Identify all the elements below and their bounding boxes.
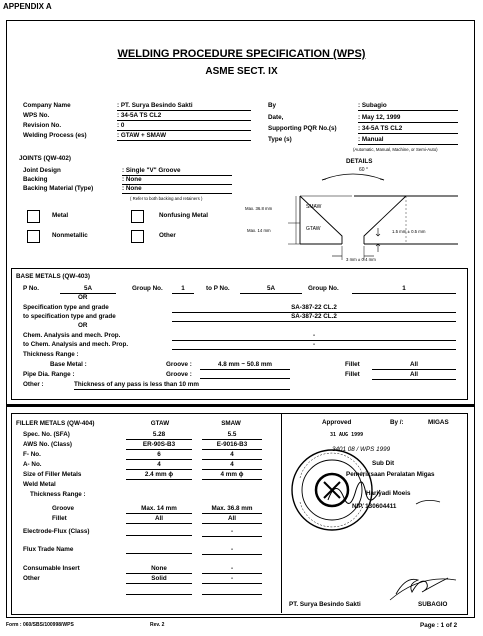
to-pno-label: to P No. [206,285,230,292]
document-title: WELDING PROCEDURE SPECIFICATION (WPS) [117,48,366,60]
stamp-nip: NIP. 130604411 [352,503,397,510]
pipe-dia-label: Pipe Dia. Range : [23,371,75,378]
document-subtitle: ASME SECT. IX [205,66,278,77]
electrode-flux-label: Electrode-Flux (Class) [23,528,90,535]
filler-groove-smaw: Max. 36.8 mm [202,505,262,514]
filler-fillet-smaw: All [202,515,262,524]
smaw-column-header: SMAW [221,420,241,427]
flux-gtaw-value [126,553,192,554]
pipe-groove-value [200,378,290,379]
filler-smaw-value: 4 [202,461,262,470]
other-checkbox[interactable] [131,230,144,243]
groove-label: Groove : [166,361,192,368]
metal-option-label: Metal [52,212,69,219]
weld-metal-label: Weld Metal [23,481,56,488]
filler-gtaw-value: 6 [126,451,192,460]
other-smaw-value: - [202,575,262,584]
by-value: : Subagio [358,102,458,111]
filler-groove-label: Groove [52,505,75,512]
process-value: : GTAW + SMAW [117,132,251,141]
backing-material-label: Backing Material (Type) [23,185,94,192]
electrode-gtaw-value [126,535,192,536]
date-label: Date, [268,114,284,121]
chem-label: Chem. Analysis and mech. Prop. [23,332,121,339]
filler-smaw-value: E-9016-B3 [202,441,262,450]
to-spec-value: SA-387-22 CL.2 [172,313,456,322]
gtaw-column-header: GTAW [150,420,170,427]
filler-groove-gtaw: Max. 14 mm [126,505,192,514]
other-label: Other : [23,381,44,388]
page-number: Page : 1 of 2 [420,622,458,629]
filler-smaw-value: 4 [202,451,262,460]
filler-title: FILLER METALS (QW-404) [16,420,95,427]
filler-row-label: A- No. [23,461,42,468]
groove-angle-label: 60 ° [359,167,368,173]
to-pno-value: 5A [240,285,302,294]
metal-checkbox[interactable] [27,210,40,223]
stamp-unit: Sub Dit [372,460,395,467]
company-signature-label: PT. Surya Besindo Sakti [289,601,361,608]
thickness-range-label: Thickness Range : [23,351,79,358]
filler-other-label: Other [23,575,40,582]
groove-value: 4.8 mm ~ 50.8 mm [200,361,290,370]
stamp-department: Pemeriksaan Peralatan Migas [346,471,435,478]
max-smaw-label: Max. 36.8 mm [245,206,273,211]
pqr-label: Supporting PQR No.(s) [268,125,337,132]
insert-smaw-value: - [202,565,262,574]
spec-label: Specification type and grade [23,304,109,311]
nonmetallic-checkbox[interactable] [27,230,40,243]
smaw-zone-label: SMAW [306,204,322,210]
filler-row-label: F- No. [23,451,41,458]
stamp-official-name: Hariyadi Moeis [366,490,411,497]
pqr-value: : 34-5A TS CL2 [358,125,458,134]
approved-label: Approved [322,419,352,426]
by-label: By [268,102,277,109]
spec-value: SA-387-22 CL.2 [172,304,456,313]
or-label-1: OR [78,294,88,301]
group-label: Group No. [132,285,163,292]
approver-signature-icon [320,470,450,520]
wps-label: WPS No. [23,112,50,119]
filler-row-label: AWS No. (Class) [23,441,72,448]
base-metal-label: Base Metal : [50,361,87,368]
revision-label: Revision No. [23,122,62,129]
type-label: Type (s) [268,136,292,143]
form-revision: Rev. 2 [150,622,165,628]
filler-thickness-label: Thickness Range : [30,491,86,498]
fillet-value: All [372,361,456,370]
backing-note: ( Refer to both backing and retainers ) [130,196,203,201]
company-value: : PT. Surya Besindo Sakti [117,102,251,111]
nonfusing-metal-checkbox[interactable] [131,210,144,223]
process-label: Welding Process (es) [23,132,87,139]
company-label: Company Name [23,102,71,109]
approving-agency: MIGAS [428,419,449,426]
joint-design-value: : Single "V" Groove [122,167,232,176]
signer-name: SUBAGIO [418,601,448,608]
backing-material-value: : None [122,185,232,194]
filler-fillet-label: Fillet [52,515,67,522]
type-value: : Manual [358,136,458,145]
gtaw-zone-label: GTAW [306,226,321,232]
revision-value: : 0 [117,122,251,131]
other-value: Thickness of any pass is less than 10 mm [74,381,290,390]
pno-label: P No. [23,285,39,292]
to-spec-label: to specification type and grade [23,313,116,320]
joints-title: JOINTS (QW-402) [19,155,72,162]
backing-label: Backing [23,176,48,183]
or-label-2: OR [78,322,88,329]
nonmetallic-option-label: Nonmetallic [52,232,88,239]
pipe-fillet-label: Fillet [345,371,360,378]
filler-gtaw-value: 5.28 [126,431,192,440]
flux-trade-label: Flux Trade Name [23,546,74,553]
section-divider [6,404,474,407]
subagio-signature-icon [388,568,458,602]
to-chem-label: to Chem. Analysis and mech. Prop. [23,341,129,348]
flux-smaw-value: - [202,546,262,555]
wps-value: : 34-5A TS CL2 [117,112,251,121]
other-option-label: Other [159,232,176,239]
max-gtaw-label: Max. 14 mm [247,228,271,233]
other-gtaw-value: Solid [126,575,192,584]
base-metals-title: BASE METALS (QW-403) [16,273,90,280]
filler-gtaw-value: ER-90S-B3 [126,441,192,450]
details-label: DETAILS [346,158,373,165]
pipe-fillet-value: All [372,371,456,380]
fillet-label: Fillet [345,361,360,368]
root-gap-label: 3 mm ± 0.4 mm [346,257,376,262]
filler-gtaw-value: 4 [126,461,192,470]
filler-smaw-value: 4 mm ϕ [202,471,262,480]
nonfusing-option-label: Nonfusing Metal [159,212,208,219]
blank-line-smaw [202,594,262,595]
stamp-date: 31 AUG 1999 [330,432,364,438]
filler-gtaw-value: 2.4 mm ϕ [126,471,192,480]
group-value: 1 [172,285,194,294]
joint-design-label: Joint Design [23,167,61,174]
pno-value: 5A [60,285,116,294]
filler-smaw-value: 5.5 [202,431,262,440]
root-face-label: 1.5 mm ± 0.5 mm [392,229,426,234]
joint-detail-diagram [230,168,460,268]
form-number: Form : 060/SBS/100998/WPS [6,622,74,628]
electrode-smaw-value: - [202,528,262,537]
group2-label: Group No. [308,285,339,292]
type-note: (Automatic, Manual, Machine, or Semi-Auto) [353,147,438,152]
backing-value: : None [122,176,232,185]
filler-row-label: Spec. No. (SFA) [23,431,70,438]
insert-gtaw-value: None [126,565,192,574]
consumable-insert-label: Consumable Insert [23,565,80,572]
filler-row-label: Size of Filler Metals [23,471,82,478]
appendix-label: APPENDIX A [3,2,52,11]
pipe-groove-label: Groove : [166,371,192,378]
filler-fillet-gtaw: All [126,515,192,524]
stamp-reference-number: 3401 08 / WPS 1999 [332,446,391,453]
date-value: : May 12, 1999 [358,114,458,123]
group2-value: 1 [352,285,456,294]
approved-by-mark: By /: [390,419,404,426]
blank-line-gtaw [126,594,192,595]
to-chem-value: - [172,341,456,350]
chem-value: - [172,332,456,341]
